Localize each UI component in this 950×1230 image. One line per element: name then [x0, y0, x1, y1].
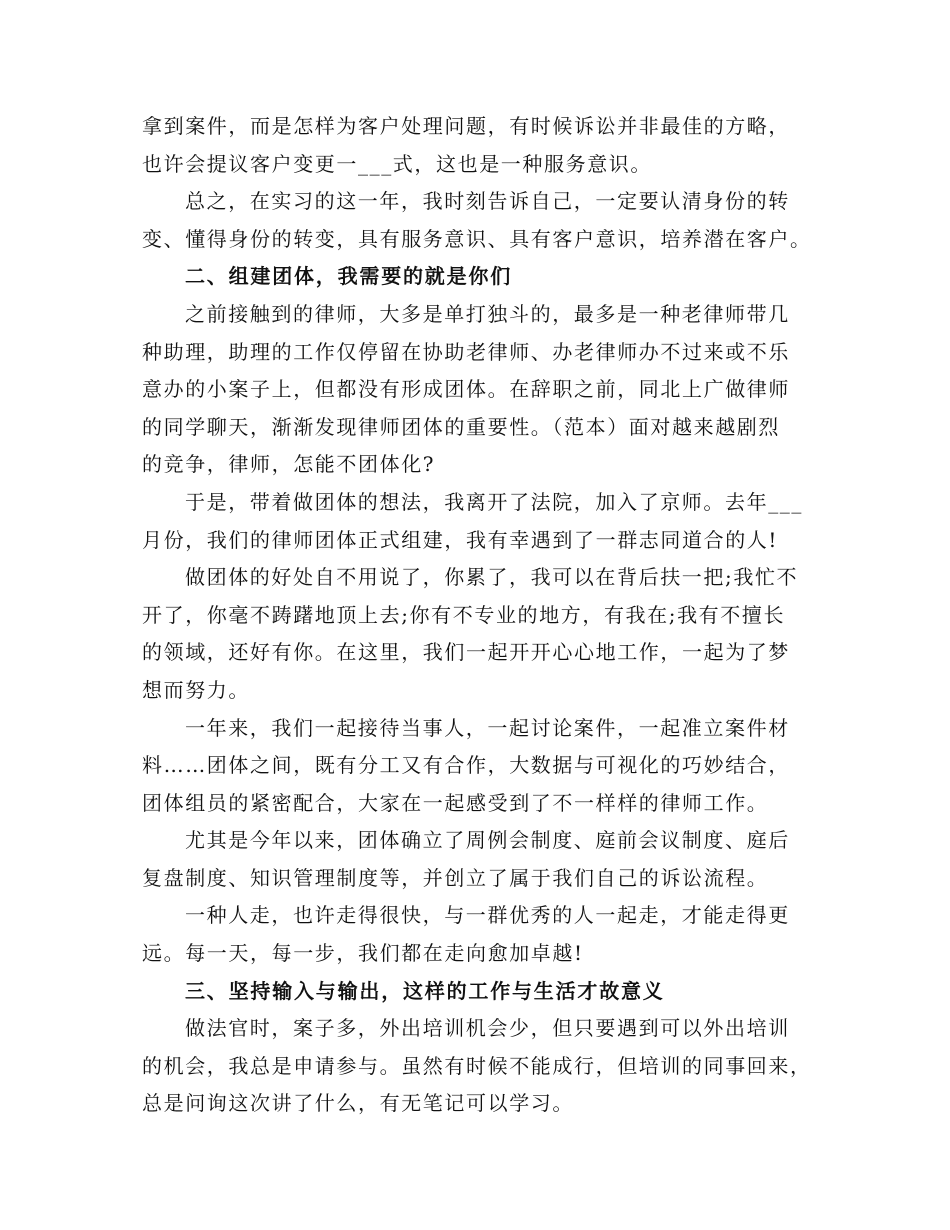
text-line: 之前接触到的律师，大多是单打独斗的，最多是一种老律师带几	[185, 301, 790, 326]
text-line: 月份，我们的律师团体正式组建，我有幸遇到了一群志同道合的人!	[142, 527, 779, 552]
text-line: 做法官时，案子多，外出培训机会少，但只要遇到可以外出培训	[185, 1016, 790, 1041]
text-line: 种助理，助理的工作仅停留在协助老律师、办老律师办不过来或不乐	[142, 339, 790, 364]
text-line: 一种人走，也许走得很快，与一群优秀的人一起走，才能走得更	[185, 903, 790, 928]
text-line: 开了，你毫不踌躇地顶上去;你有不专业的地方，有我在;我有不擅长	[142, 602, 786, 627]
section-heading: 三、坚持输入与输出，这样的工作与生活才故意义	[185, 978, 665, 1003]
text-line: 拿到案件，而是怎样为客户处理问题，有时候诉讼并非最佳的方略，	[142, 114, 790, 138]
text-line: 料……团体之间，既有分工又有合作，大数据与可视化的巧妙结合，	[142, 753, 790, 778]
text-line: 的领域，还好有你。在这里，我们一起开开心心地工作，一起为了梦	[142, 640, 790, 665]
text-line: 于是，带着做团体的想法，我离开了法院，加入了京师。去年___	[185, 489, 803, 514]
text-line: 做团体的好处自不用说了，你累了，我可以在背后扶一把;我忙不	[185, 565, 799, 590]
text-line: 复盘制度、知识管理制度等，并创立了属于我们自己的诉讼流程。	[142, 865, 769, 890]
text-line: 变、懂得身份的转变，具有服务意识、具有客户意识，培养潜在客户。	[142, 226, 812, 251]
section-heading: 二、组建团体，我需要的就是你们	[185, 264, 512, 289]
text-line: 一年来，我们一起接待当事人，一起讨论案件，一起准立案件材	[185, 715, 790, 740]
text-line: 意办的小案子上，但都没有形成团体。在辞职之前，同北上广做律师	[142, 377, 790, 402]
text-line: 总是问询这次讲了什么，有无笔记可以学习。	[142, 1091, 574, 1116]
document-body	[142, 108, 812, 1123]
text-line: 的竞争，律师，怎能不团体化?	[142, 452, 436, 477]
text-line: 远。每一天，每一步，我们都在走向愈加卓越!	[142, 941, 584, 966]
text-line: 的机会，我总是申请参与。虽然有时候不能成行，但培训的同事回来，	[142, 1053, 812, 1078]
text-line: 也许会提议客户变更一___式，这也是一种服务意识。	[142, 151, 652, 176]
text-line: 总之，在实习的这一年，我时刻告诉自己，一定要认清身份的转	[185, 189, 790, 214]
text-line: 尤其是今年以来，团体确立了周例会制度、庭前会议制度、庭后	[185, 828, 790, 853]
text-line: 团体组员的紧密配合，大家在一起感受到了不一样样的律师工作。	[142, 790, 769, 815]
text-line: 想而努力。	[142, 677, 250, 702]
text-line: 的同学聊天，渐渐发现律师团体的重要性。（范本）面对越来越剧烈	[142, 414, 780, 439]
